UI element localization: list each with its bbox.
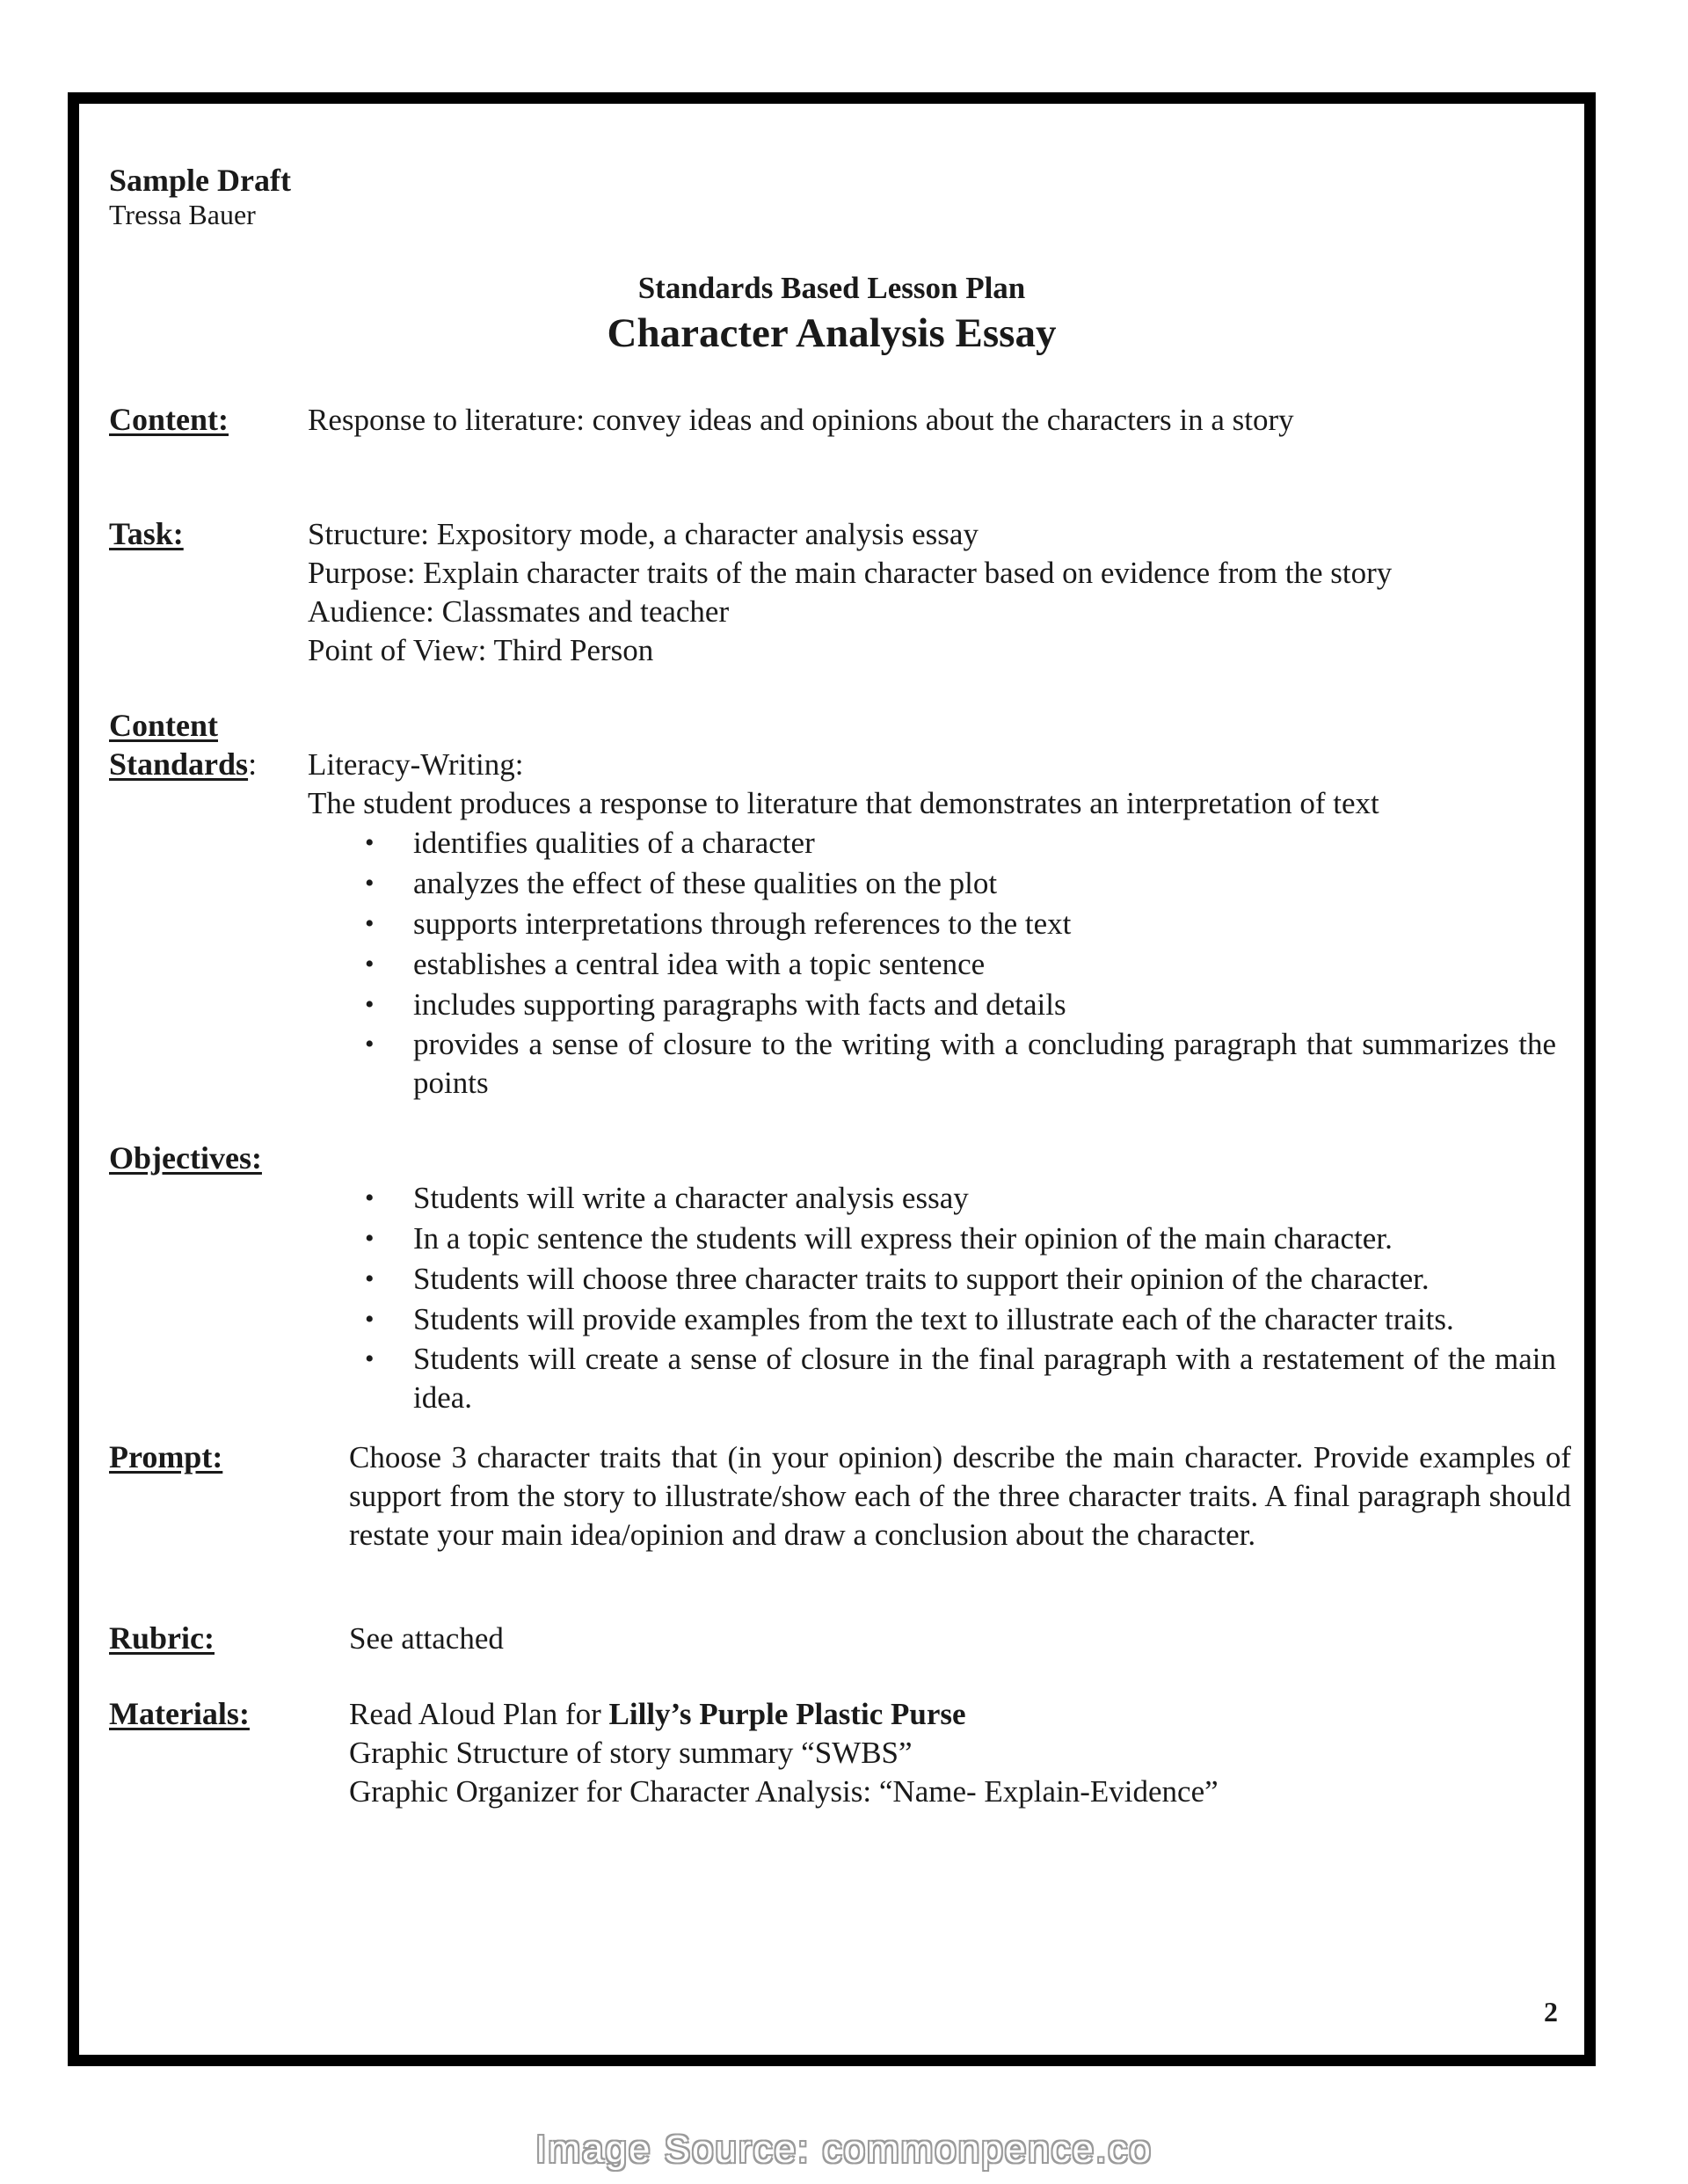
materials-label: Materials: bbox=[109, 1696, 250, 1731]
materials-story-summary: Graphic Structure of story summary “SWBS” bbox=[349, 1736, 913, 1770]
list-item: • includes supporting paragraphs with facts and details bbox=[413, 985, 1556, 1025]
list-item: • In a topic sentence the students will express their opinion of the main character. bbox=[413, 1219, 1556, 1259]
list-item: • provides a sense of closure to the writing with a concluding paragraph that summarizes the points bbox=[413, 1025, 1556, 1103]
rubric-text: See attached bbox=[349, 1621, 504, 1656]
prompt-label: Prompt: bbox=[109, 1439, 223, 1474]
standards-label-line2: Standards: bbox=[109, 746, 258, 782]
content-label: Content: bbox=[109, 402, 229, 437]
list-item: • identifies qualities of a character bbox=[413, 823, 1556, 863]
objectives-label: Objectives: bbox=[109, 1140, 262, 1176]
draft-title: Sample Draft bbox=[109, 163, 291, 198]
list-item: • Students will create a sense of closure in the final paragraph with a restatement of the main idea. bbox=[413, 1340, 1556, 1417]
task-structure: Structure: Expository mode, a character analysis essay bbox=[308, 517, 979, 551]
list-item: • supports interpretations through references to the text bbox=[413, 904, 1556, 944]
document-title: Character Analysis Essay bbox=[607, 310, 1057, 356]
materials-graphic-organizer: Graphic Organizer for Character Analysis: “Name- Explain-Evidence” bbox=[349, 1774, 1219, 1809]
task-label: Task: bbox=[109, 516, 184, 551]
objectives-bullet-list bbox=[413, 1178, 1556, 1417]
document-page bbox=[68, 92, 1596, 2066]
list-item: • Students will choose three character traits to support their opinion of the character. bbox=[413, 1259, 1556, 1299]
document-subtitle: Standards Based Lesson Plan bbox=[637, 271, 1026, 305]
page-number: 2 bbox=[1544, 1996, 1558, 2027]
materials-list bbox=[349, 1695, 1219, 1811]
prompt-text: Choose 3 character traits that (in your opinion) describe the main character. Provide examples of support from the story to illustrate/show each of the three character traits. A final paragraph should restate your main idea/opinion and draw a conclusion about the character. bbox=[349, 1440, 1571, 1552]
list-item: • analyzes the effect of these qualities on the plot bbox=[413, 863, 1556, 904]
standards-label-line1: Content bbox=[109, 708, 218, 743]
list-item: • Students will write a character analysis essay bbox=[413, 1178, 1556, 1219]
task-point-of-view: Point of View: Third Person bbox=[308, 633, 654, 667]
materials-read-aloud: Read Aloud Plan for Lilly’s Purple Plastic Purse bbox=[349, 1697, 966, 1731]
content-text: Response to literature: convey ideas and opinions about the characters in a story bbox=[308, 403, 1294, 437]
task-details bbox=[308, 515, 1392, 670]
rubric-label: Rubric: bbox=[109, 1620, 215, 1656]
book-title: Lilly’s Purple Plastic Purse bbox=[608, 1697, 966, 1731]
list-item: • Students will provide examples from the text to illustrate each of the character traits. bbox=[413, 1299, 1556, 1340]
standards-heading: Literacy-Writing: bbox=[308, 747, 524, 782]
standards-bullet-list bbox=[413, 823, 1556, 1103]
list-item: • establishes a central idea with a topic sentence bbox=[413, 944, 1556, 985]
standards-intro: The student produces a response to literature that demonstrates an interpretation of text bbox=[308, 786, 1379, 820]
task-purpose: Purpose: Explain character traits of the main character based on evidence from the story bbox=[308, 556, 1393, 590]
task-audience: Audience: Classmates and teacher bbox=[308, 594, 730, 629]
author-name: Tressa Bauer bbox=[109, 199, 256, 230]
image-source-watermark: Image Source: commonpence.co bbox=[535, 2128, 1153, 2171]
